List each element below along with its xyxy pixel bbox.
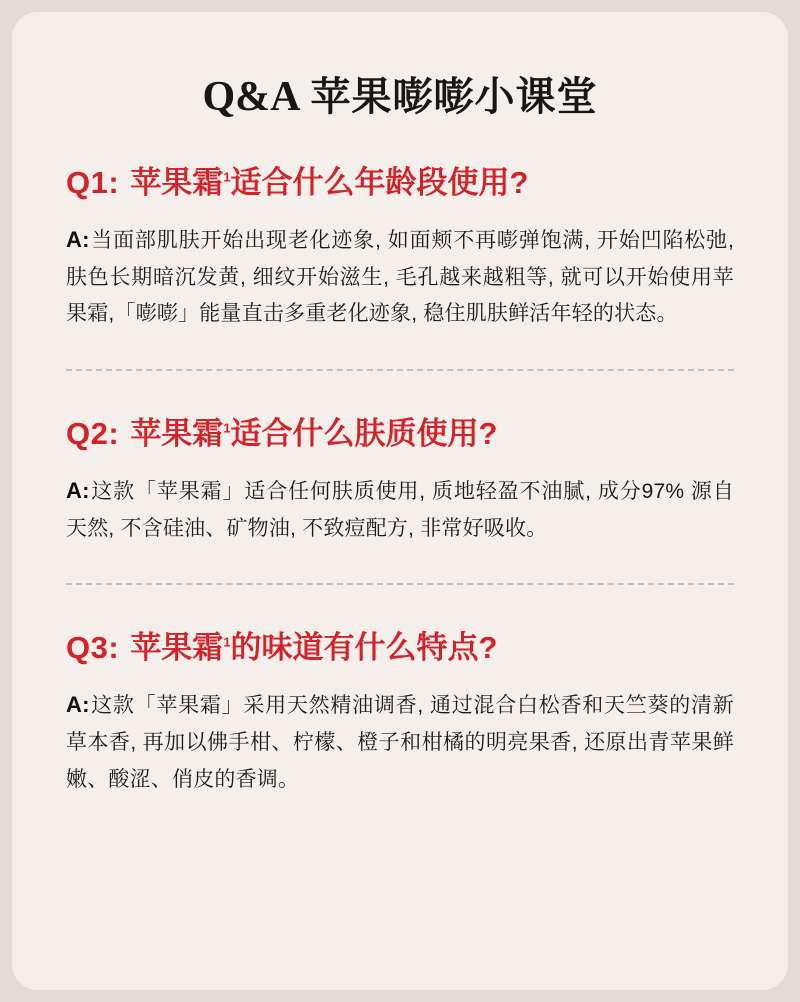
question-label-3: Q3 — [66, 630, 109, 666]
page-title — [66, 12, 734, 120]
question-line-1 — [66, 164, 734, 203]
question-text-before-3: 苹果霜 — [130, 630, 224, 666]
question-text-after-2: 适合什么肤质使用? — [230, 416, 498, 452]
answer-label-1: A: — [66, 226, 90, 252]
faq-item-1 — [66, 164, 734, 333]
question-text-after-3: 的味道有什么特点? — [230, 630, 498, 666]
answer-label-3: A: — [66, 692, 90, 718]
question-text-before-2: 苹果霜 — [130, 416, 224, 452]
question-colon-2: : — [108, 416, 119, 452]
question-line-3 — [66, 629, 734, 668]
question-colon-3: : — [108, 630, 119, 666]
faq-item-3 — [66, 629, 734, 798]
answer-line-2 — [66, 472, 734, 548]
answer-text-3: 这款「苹果霜」采用天然精油调香, 通过混合白松香和天竺葵的清新草本香, 再加以佛手柑、柠檬、橙子和柑橘的明亮果香, 还原出青苹果鲜嫩、酸涩、俏皮的香调。 — [66, 694, 734, 791]
faq-item-2 — [66, 415, 734, 547]
question-superscript-3: 1 — [223, 635, 231, 651]
question-text-before-1: 苹果霜 — [130, 165, 224, 201]
question-superscript-1: 1 — [223, 169, 231, 185]
divider-2 — [66, 583, 734, 585]
question-colon-1: : — [108, 165, 119, 201]
qa-mark-label: Q&A — [202, 74, 301, 120]
question-line-2 — [66, 415, 734, 454]
answer-label-2: A: — [66, 477, 90, 503]
faq-card — [12, 12, 788, 990]
question-label-2: Q2 — [66, 416, 109, 452]
question-text-after-1: 适合什么年龄段使用? — [230, 165, 529, 201]
divider-1 — [66, 369, 734, 371]
answer-line-1 — [66, 221, 734, 333]
page-title-text: 苹果嘭嘭小课堂 — [310, 75, 598, 119]
question-label-1: Q1 — [66, 165, 109, 201]
answer-text-1: 当面部肌肤开始出现老化迹象, 如面颊不再嘭弹饱满, 开始凹陷松弛, 肤色长期暗沉发黄, 细纹开始滋生, 毛孔越来越粗等, 就可以开始使用苹果霜,「嘭嘭」能量直击多重老化迹象, 稳住肌肤鲜活年轻的状态。 — [66, 228, 734, 326]
answer-line-3 — [66, 686, 734, 798]
question-superscript-2: 1 — [223, 420, 231, 436]
answer-text-2: 这款「苹果霜」适合任何肤质使用, 质地轻盈不油腻, 成分97% 源自天然, 不含硅油、矿物油, 不致痘配方, 非常好吸收。 — [66, 479, 734, 540]
